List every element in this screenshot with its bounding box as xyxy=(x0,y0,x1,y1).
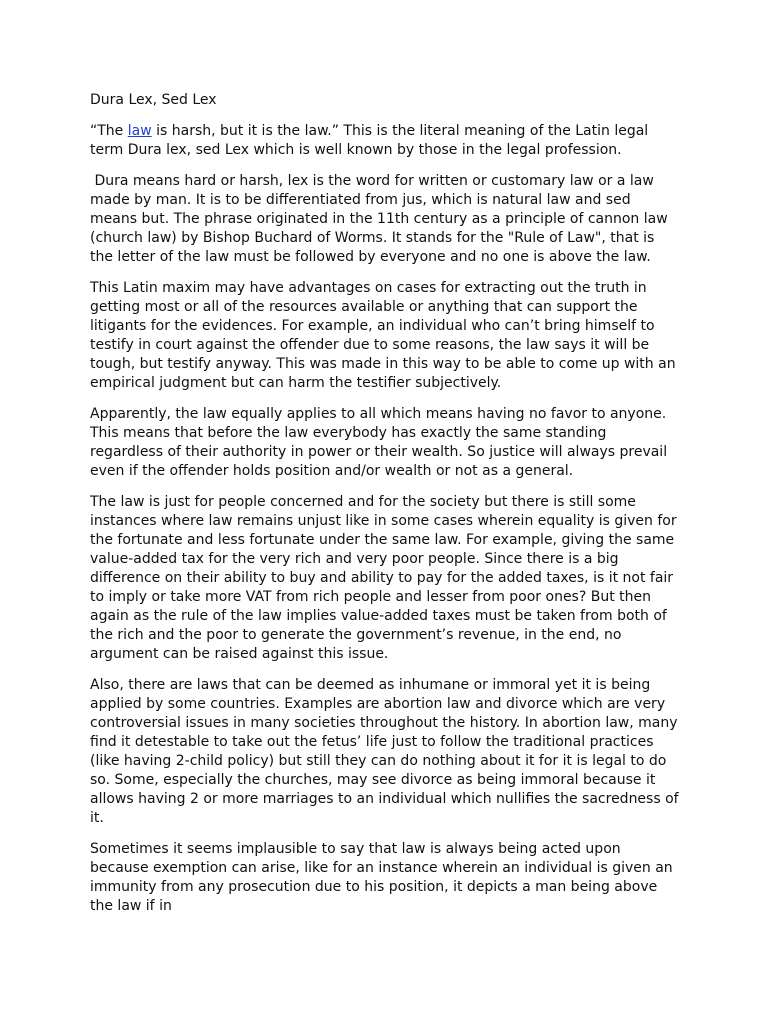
document-title: Dura Lex, Sed Lex xyxy=(90,92,217,108)
paragraph-2: Dura means hard or harsh, lex is the word for written or customary law or a law made by man. It is to be differentiated from jus, which is natural law and sed means but. The phrase originated in the 11th century as a principle of cannon law (church law) by Bishop Buchard of Worms. It stands for the "Rule of Law", that is the letter of the law must be followed by everyone and no one is above the law. xyxy=(90,173,668,265)
paragraph-1-lead: “The xyxy=(90,123,128,139)
paragraph-5: The law is just for people concerned and for the society but there is still some instances where law remains unjust like in some cases wherein equality is given for the fortunate and less fortunate under the same law. For example, giving the same value-added tax for the very rich and very poor people. Since there is a big difference on their ability to buy and ability to pay for the added taxes, is it not fair to imply or take more VAT from rich people and lesser from poor ones? But then again as the rule of the law implies value-added taxes must be taken from both of the rich and the poor to generate the government’s revenue, in the end, no argument can be raised against this issue. xyxy=(90,494,677,662)
paragraph-1-rest: is harsh, but it is the law.” This is the literal meaning of the Latin legal term Dura lex, sed Lex which is well known by those in the legal profession. xyxy=(90,123,649,158)
paragraph-1 xyxy=(90,122,680,160)
document-body xyxy=(90,91,680,928)
paragraph-3: This Latin maxim may have advantages on cases for extracting out the truth in getting most or all of the resources available or anything that can support the litigants for the evidences. For example, an individual who can’t bring himself to testify in court against the offender due to some reasons, the law says it will be tough, but testify anyway. This was made in this way to be able to come up with an empirical judgment but can harm the testifier subjectively. xyxy=(90,280,676,391)
paragraph-7: Sometimes it seems implausible to say that law is always being acted upon because exemption can arise, like for an instance wherein an individual is given an immunity from any prosecution due to his position, it depicts a man being above the law if in xyxy=(90,841,673,914)
paragraph-6: Also, there are laws that can be deemed as inhumane or immoral yet it is being applied by some countries. Examples are abortion law and divorce which are very controversial issues in many societies throughout the history. In abortion law, many find it detestable to take out the fetus’ life just to follow the traditional practices (like having 2-child policy) but still they can do nothing about it for it is legal to do so. Some, especially the churches, may see divorce as being immoral because it allows having 2 or more marriages to an individual which nullifies the sacredness of it. xyxy=(90,677,679,826)
paragraph-4: Apparently, the law equally applies to all which means having no favor to anyone. This means that before the law everybody has exactly the same standing regardless of their authority in power or their wealth. So justice will always prevail even if the offender holds position and/or wealth or not as a general. xyxy=(90,406,668,479)
law-link[interactable]: law xyxy=(127,123,152,139)
